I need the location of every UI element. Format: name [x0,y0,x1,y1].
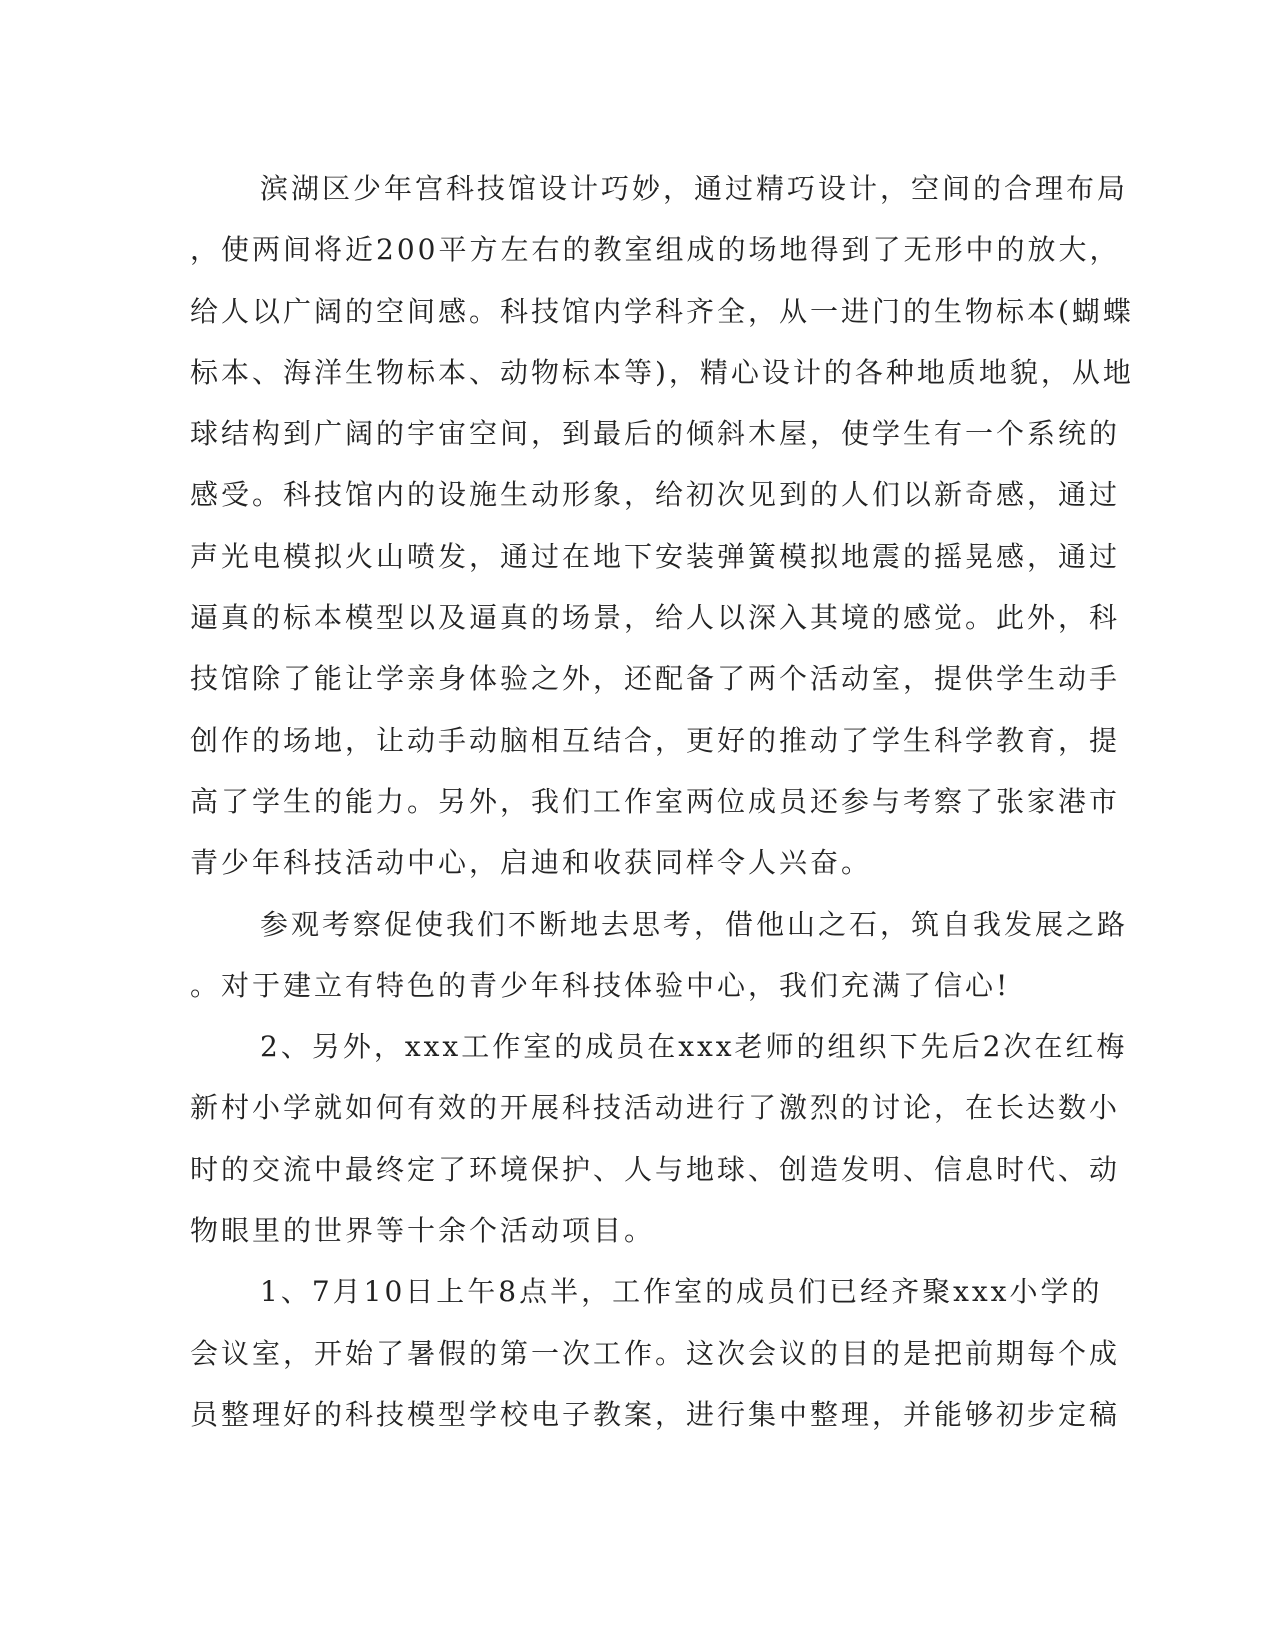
text-line: 技馆除了能让学亲身体验之外，还配备了两个活动室，提供学生动手 [190,662,1121,696]
text-line: ，使两间将近200平方左右的教室组成的场地得到了无形中的放大， [190,233,1121,267]
text-line: 声光电模拟火山喷发，通过在地下安装弹簧模拟地震的摇晃感，通过 [190,539,1121,573]
document-body [190,158,1134,1445]
text-line: 逼真的标本模型以及逼真的场景，给人以深入其境的感觉。此外，科 [190,601,1121,635]
text-line: 滨湖区少年宫科技馆设计巧妙，通过精巧设计，空间的合理布局 [260,172,1129,205]
text-line: 1、7月10日上午8点半，工作室的成员们已经齐聚xxx小学的 [260,1275,1103,1309]
text-line: 创作的场地，让动手动脑相互结合，更好的推动了学生科学教育，提 [190,723,1121,757]
text-line: 给人以广阔的空间感。科技馆内学科齐全，从一进门的生物标本(蝴蝶 [190,294,1134,328]
text-line: 感受。科技馆内的设施生动形象，给初次见到的人们以新奇感，通过 [190,478,1121,512]
text-line: 新村小学就如何有效的开展科技活动进行了激烈的讨论，在长达数小 [190,1091,1121,1125]
text-line: 球结构到广阔的宇宙空间，到最后的倾斜木屋，使学生有一个系统的 [190,417,1121,451]
text-line: 高了学生的能力。另外，我们工作室两位成员还参与考察了张家港市 [190,784,1121,818]
text-line: 物眼里的世界等十余个活动项目。 [190,1214,656,1248]
text-line: 2、另外，xxx工作室的成员在xxx老师的组织下先后2次在红梅 [260,1030,1128,1064]
text-line: 参观考察促使我们不断地去思考，借他山之石，筑自我发展之路 [260,907,1129,941]
text-line: 青少年科技活动中心，启迪和收获同样令人兴奋。 [190,846,873,880]
text-line: 会议室，开始了暑假的第一次工作。这次会议的目的是把前期每个成 [190,1336,1121,1370]
text-line: 标本、海洋生物标本、动物标本等)，精心设计的各种地质地貌，从地 [190,355,1134,389]
text-line: 。对于建立有特色的青少年科技体验中心，我们充满了信心! [190,968,1011,1002]
text-line: 时的交流中最终定了环境保护、人与地球、创造发明、信息时代、动 [190,1152,1121,1186]
text-line: 员整理好的科技模型学校电子教案，进行集中整理，并能够初步定稿 [190,1397,1121,1431]
